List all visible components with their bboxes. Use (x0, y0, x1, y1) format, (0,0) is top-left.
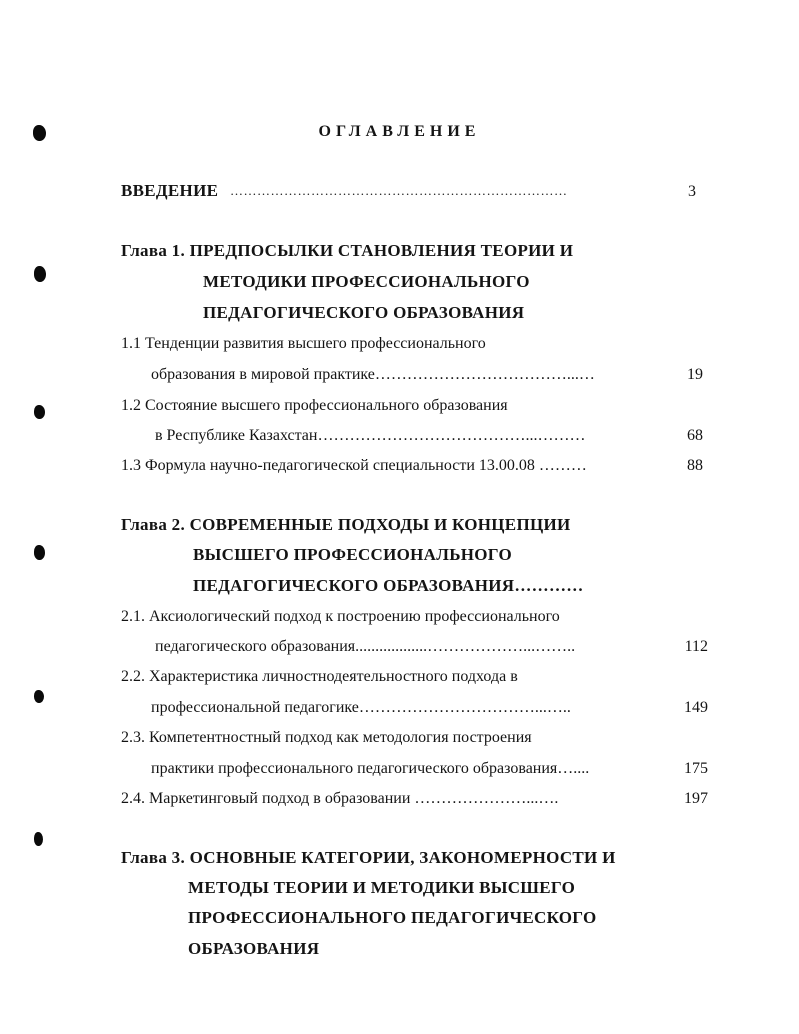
section-2-3-page: 175 (684, 760, 708, 777)
section-1-1-page: 19 (687, 366, 703, 383)
section-1-1-line1: 1.1 Тенденции развития высшего профессионального (121, 335, 486, 352)
chapter1-title-line3: ПЕДАГОГИЧЕСКОГО ОБРАЗОВАНИЯ (203, 303, 525, 322)
section-2-2-line1: 2.2. Характеристика личностнодеятельностного подхода в (121, 668, 518, 685)
chapter3-title-line3: ПРОФЕССИОНАЛЬНОГО ПЕДАГОГИЧЕСКОГО (188, 908, 597, 927)
section-2-2-line2: профессиональной педагогике……………………………...….. (151, 699, 571, 716)
section-1-3-page: 88 (687, 457, 703, 474)
binder-hole-6 (34, 832, 43, 846)
section-1-2-line1: 1.2 Состояние высшего профессионального образования (121, 397, 508, 414)
section-2-3-line1: 2.3. Компетентностный подход как методология построения (121, 729, 532, 746)
chapter1-title-line1: Глава 1. ПРЕДПОСЫЛКИ СТАНОВЛЕНИЯ ТЕОРИИ И (121, 241, 574, 260)
intro-dots: ………………………………………………………………… (230, 183, 568, 198)
binder-hole-2 (34, 266, 46, 282)
chapter3-title-line1: Глава 3. ОСНОВНЫЕ КАТЕГОРИИ, ЗАКОНОМЕРНОСТИ И (121, 848, 616, 867)
binder-hole-5 (34, 690, 44, 703)
section-2-3-line2: практики профессионального педагогического образования….... (151, 760, 590, 777)
section-1-2-page: 68 (687, 427, 703, 444)
section-2-4-page: 197 (684, 790, 708, 807)
section-2-4-line1: 2.4. Маркетинговый подход в образовании …………………...…. (121, 790, 559, 807)
binder-hole-3 (34, 405, 45, 419)
intro-page: 3 (688, 183, 696, 200)
section-2-1-page: 112 (684, 638, 708, 655)
intro-label: ВВЕДЕНИЕ (121, 181, 219, 200)
chapter3-title-line2: МЕТОДЫ ТЕОРИИ И МЕТОДИКИ ВЫСШЕГО (188, 878, 576, 897)
section-2-1-line2: педагогического образования..................………………...…….. (155, 638, 576, 655)
section-1-3-line1: 1.3 Формула научно-педагогической специальности 13.00.08 ……… (121, 457, 587, 474)
chapter3-title-line4: ОБРАЗОВАНИЯ (188, 939, 320, 958)
chapter1-title-line2: МЕТОДИКИ ПРОФЕССИОНАЛЬНОГО (203, 272, 530, 291)
page-title: ОГЛАВЛЕНИЕ (318, 123, 481, 140)
section-2-2-page: 149 (684, 699, 708, 716)
binder-hole-4 (34, 545, 45, 560)
section-2-1-line1: 2.1. Аксиологический подход к построению профессионального (121, 608, 560, 625)
chapter2-title-line3: ПЕДАГОГИЧЕСКОГО ОБРАЗОВАНИЯ………… (193, 576, 584, 595)
chapter2-title-line1: Глава 2. СОВРЕМЕННЫЕ ПОДХОДЫ И КОНЦЕПЦИИ (121, 515, 571, 534)
section-1-2-line2: в Республике Казахстан…………………………………...……… (155, 427, 586, 444)
chapter2-title-line2: ВЫСШЕГО ПРОФЕССИОНАЛЬНОГО (193, 545, 513, 564)
section-1-1-line2: образования в мировой практике………………………………...… (151, 366, 595, 383)
